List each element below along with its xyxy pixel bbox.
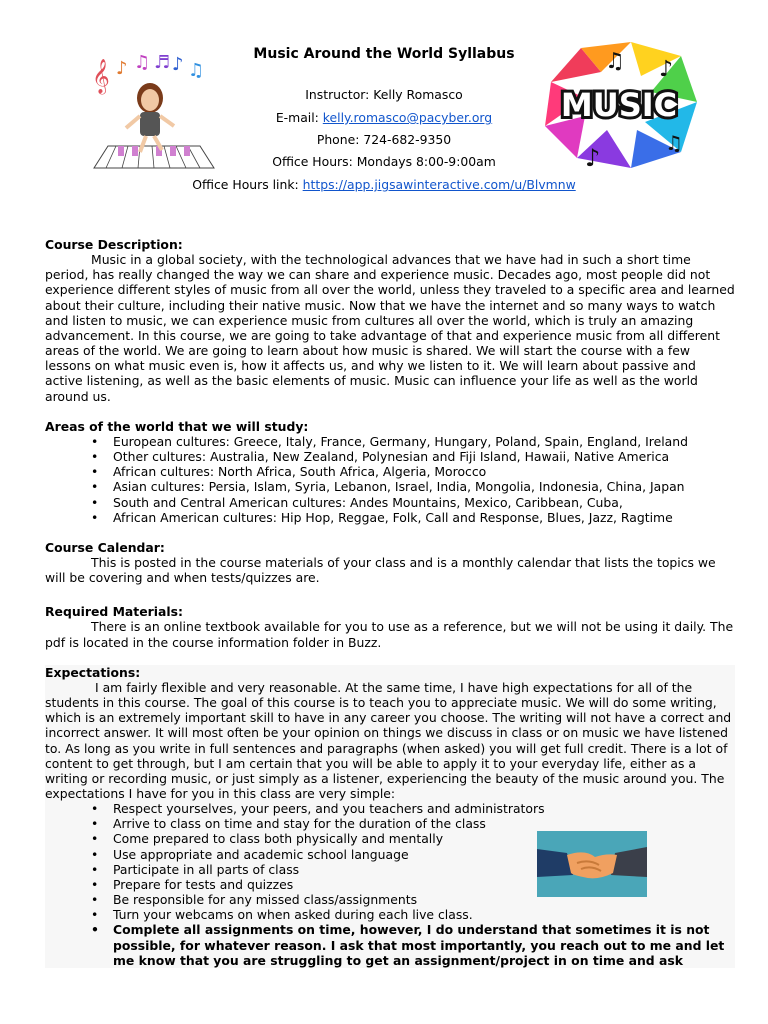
phone-line: Phone: 724-682-9350 [316, 132, 452, 147]
music-logo-icon [541, 42, 697, 170]
expectations-text: I am fairly flexible and very reasonable. At the same time, I have high expectations for all of the students in this course. The goal of this course is to teach you to appreciate music. We will do some writing, which is an extremely important skill to have in any career you choose. The writing will not have a correct and incorrect answer. It will most often be your opinion on things we discuss in class or on music we have listened to. As long as you write in full sentences and paragraphs (when asked) you will get full credit. There is a lot of content to get through, but I am certain that you will be able to apply it to your everyday life, either as a writing or recording music, or just simply as a listener, experiencing the beauty of the music around you. The expectations I have for you in this class are very simple: [45, 679, 732, 801]
list-item-bold: • Complete all assignments on time, however, I do understand that sometimes it is not possible, for whatever reason. I ask that most importantly, you reach out to me and let me know that you are struggling to get an assignment/project in on time and ask [113, 922, 735, 967]
instructor-line: Instructor: Kelly Romasco [305, 87, 463, 102]
required-materials-heading: Required Materials: [45, 604, 183, 620]
office-link-label: Office Hours link: [192, 177, 303, 192]
course-description-text: Music in a global society, with the technological advances that we have had in such a short time period, has really changed the way we can share and experience music. Decades ago, most people did not experience different styles of music from all over the world, unless they traveled to a specific area and learned about their culture, including their native music. Now that we have the internet and so many ways to watch and listen to music, we can experience music from cultures all over the world, which is truly an amazing advancement. In this course, we are going to take advantage of that and experience music from all different areas of the world. We are going to learn about how music is shared. We will start the course with a few lessons on what music even is, how it affects us, and why we listen to it. We will learn about passive and active listening, as well as the basic elements of music. Music can influence your life as well as the world around us. [45, 252, 735, 404]
office-hours-link-line [0, 177, 768, 192]
email-label: E-mail: [275, 110, 323, 125]
course-calendar-text: This is posted in the course materials of your class and is a monthly calendar that lists the topics we will be covering and when tests/quizzes are. [45, 554, 716, 586]
course-description-heading: Course Description: [45, 237, 183, 252]
expectations-section [45, 665, 735, 968]
music-logo-text: MUSIC [560, 86, 678, 124]
list-item: • European cultures: Greece, Italy, France, Germany, Hungary, Poland, Spain, England, Ireland [113, 434, 735, 449]
svg-text:♪: ♪ [585, 144, 601, 170]
syllabus-body [45, 237, 735, 968]
expectations-heading: Expectations: [45, 664, 141, 680]
list-item: • Participate in all parts of class [113, 862, 735, 877]
page-title: Music Around the World Syllabus [253, 46, 515, 62]
list-item: • Be responsible for any missed class/assignments [113, 892, 735, 907]
list-item: • Turn your webcams on when asked during each live class. [113, 907, 735, 922]
svg-text:♬: ♬ [154, 52, 171, 73]
svg-text:♪: ♪ [116, 58, 128, 79]
svg-text:♪: ♪ [172, 54, 184, 75]
areas-list [45, 434, 735, 525]
email-link[interactable]: kelly.romasco@pacyber.org [322, 110, 493, 125]
syllabus-header [0, 0, 768, 205]
svg-text:♫: ♫ [134, 52, 151, 73]
handshake-icon [537, 831, 647, 897]
office-hours-line: Office Hours: Mondays 8:00-9:00am [272, 154, 496, 169]
list-item: • Come prepared to class both physically and mentally [113, 831, 735, 846]
svg-text:♫: ♫ [605, 49, 625, 74]
list-item: • African American cultures: Hip Hop, Reggae, Folk, Call and Response, Blues, Jazz, Ragtime [113, 510, 735, 525]
list-item: • Asian cultures: Persia, Islam, Syria, Lebanon, Israel, India, Mongolia, Indonesia, China, Japan [113, 479, 735, 494]
list-item: • African cultures: North Africa, South Africa, Algeria, Morocco [113, 464, 735, 479]
office-hours-link[interactable]: https://app.jigsawinteractive.com/u/Blvmnw [302, 177, 576, 192]
list-item: • Prepare for tests and quizzes [113, 877, 735, 892]
course-calendar-heading: Course Calendar: [45, 539, 165, 555]
svg-text:♫: ♫ [188, 60, 205, 81]
svg-text:𝄞: 𝄞 [92, 59, 110, 94]
list-item: • Respect yourselves, your peers, and you teachers and administrators [113, 801, 735, 816]
list-item: • Arrive to class on time and stay for the duration of the class [113, 816, 735, 831]
svg-text:♫: ♫ [665, 131, 683, 155]
list-item: • Use appropriate and academic school language [113, 847, 735, 862]
required-materials-text: There is an online textbook available for you to use as a reference, but we will not be using it daily. The pdf is located in the course information folder in Buzz. [45, 619, 734, 650]
list-item: • Other cultures: Australia, New Zealand, Polynesian and Fiji Island, Hawaii, Native America [113, 449, 735, 464]
areas-heading: Areas of the world that we will study: [45, 418, 309, 434]
svg-text:♪: ♪ [659, 57, 674, 82]
list-item: • South and Central American cultures: Andes Mountains, Mexico, Caribbean, Cuba, [113, 495, 735, 510]
